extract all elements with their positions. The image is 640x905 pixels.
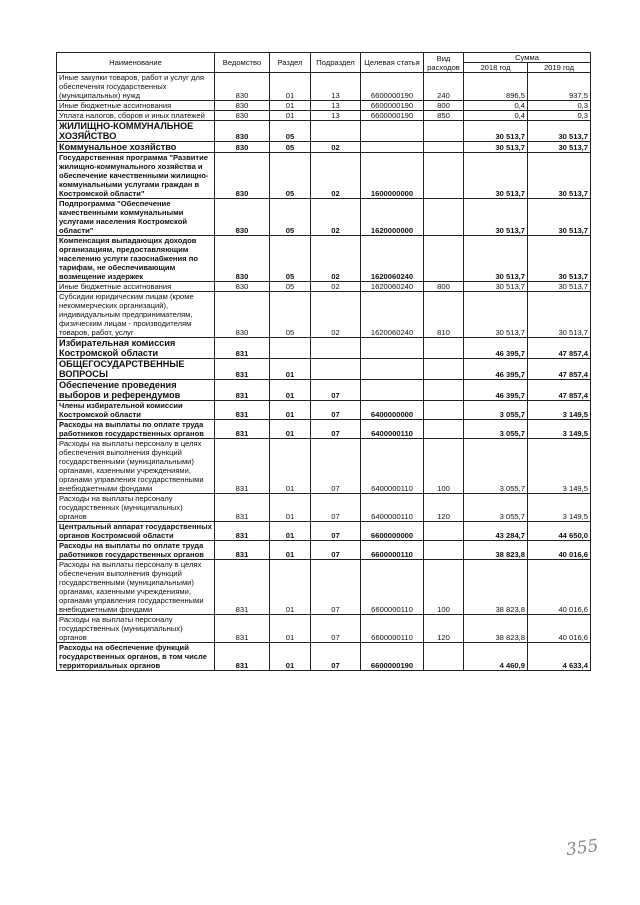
- table-row: [57, 282, 591, 292]
- budget-table: [56, 52, 591, 671]
- cell-y2019: 40 016,6: [528, 541, 591, 560]
- table-row: [57, 111, 591, 121]
- cell-section: 01: [270, 494, 311, 522]
- cell-target: [361, 142, 424, 153]
- cell-dept: 830: [215, 73, 270, 101]
- cell-y2018: 38 823,8: [464, 560, 528, 615]
- cell-y2019: 3 149,5: [528, 494, 591, 522]
- cell-section: 01: [270, 615, 311, 643]
- cell-y2019: 30 513,7: [528, 292, 591, 338]
- cell-subsection: 02: [311, 236, 361, 282]
- cell-subsection: 13: [311, 101, 361, 111]
- cell-y2018: 43 284,7: [464, 522, 528, 541]
- table-row: [57, 292, 591, 338]
- cell-subsection: 02: [311, 142, 361, 153]
- cell-target: 1620060240: [361, 236, 424, 282]
- cell-section: 05: [270, 121, 311, 142]
- cell-target: 6400000110: [361, 420, 424, 439]
- cell-name: ОБЩЕГОСУДАРСТВЕННЫЕ ВОПРОСЫ: [57, 359, 215, 380]
- cell-section: 05: [270, 236, 311, 282]
- cell-exptype: 120: [424, 494, 464, 522]
- cell-subsection: 07: [311, 615, 361, 643]
- cell-dept: 831: [215, 401, 270, 420]
- cell-name: Государственная программа "Развитие жилищно-коммунального хозяйства и обеспечение качественными жилищно-коммунальными услугами граждан в Костромской области": [57, 153, 215, 199]
- cell-y2018: 3 055,7: [464, 439, 528, 494]
- cell-target: 6600000190: [361, 111, 424, 121]
- cell-y2018: 0,4: [464, 111, 528, 121]
- header-exptype: Вид расходов: [424, 53, 464, 73]
- cell-y2018: 3 055,7: [464, 401, 528, 420]
- cell-y2019: 30 513,7: [528, 121, 591, 142]
- cell-y2019: 40 016,6: [528, 615, 591, 643]
- cell-subsection: 02: [311, 292, 361, 338]
- cell-name: Уплата налогов, сборов и иных платежей: [57, 111, 215, 121]
- cell-dept: 831: [215, 439, 270, 494]
- cell-section: 01: [270, 560, 311, 615]
- table-row: [57, 236, 591, 282]
- cell-y2018: 30 513,7: [464, 121, 528, 142]
- cell-name: ЖИЛИЩНО-КОММУНАЛЬНОЕ ХОЗЯЙСТВО: [57, 121, 215, 142]
- cell-section: 01: [270, 439, 311, 494]
- cell-subsection: [311, 359, 361, 380]
- cell-y2018: 30 513,7: [464, 199, 528, 236]
- cell-dept: 830: [215, 282, 270, 292]
- header-dept: Ведомство: [215, 53, 270, 73]
- cell-y2019: 3 149,5: [528, 420, 591, 439]
- cell-dept: 830: [215, 153, 270, 199]
- table-row: [57, 615, 591, 643]
- cell-target: 6600000110: [361, 560, 424, 615]
- cell-name: Расходы на выплаты персоналу государственных (муниципальных) органов: [57, 494, 215, 522]
- cell-subsection: 07: [311, 380, 361, 401]
- cell-subsection: 13: [311, 73, 361, 101]
- cell-subsection: 07: [311, 439, 361, 494]
- cell-dept: 830: [215, 142, 270, 153]
- cell-subsection: 07: [311, 522, 361, 541]
- cell-section: 01: [270, 541, 311, 560]
- cell-name: Расходы на выплаты персоналу в целях обеспечения выполнения функций государственными (муниципальными) органами, казенными учреждениями, органами управления государственными внебюджетными фондами: [57, 439, 215, 494]
- cell-y2019: 47 857,4: [528, 338, 591, 359]
- cell-section: 01: [270, 401, 311, 420]
- cell-exptype: [424, 121, 464, 142]
- header-year-2018: 2018 год: [464, 63, 528, 73]
- cell-y2019: 30 513,7: [528, 153, 591, 199]
- cell-section: [270, 338, 311, 359]
- cell-section: 01: [270, 359, 311, 380]
- cell-y2019: 0,3: [528, 101, 591, 111]
- cell-y2019: 3 149,5: [528, 401, 591, 420]
- cell-y2018: 30 513,7: [464, 236, 528, 282]
- cell-name: Члены избирательной комиссии Костромской области: [57, 401, 215, 420]
- cell-y2018: 0,4: [464, 101, 528, 111]
- cell-name: Расходы на выплаты персоналу государственных (муниципальных) органов: [57, 615, 215, 643]
- cell-dept: 831: [215, 643, 270, 671]
- cell-exptype: 100: [424, 439, 464, 494]
- cell-exptype: 800: [424, 282, 464, 292]
- cell-y2018: 4 460,9: [464, 643, 528, 671]
- cell-exptype: [424, 153, 464, 199]
- cell-y2018: 38 823,8: [464, 615, 528, 643]
- cell-section: 05: [270, 292, 311, 338]
- cell-name: Избирательная комиссия Костромской области: [57, 338, 215, 359]
- header-section: Раздел: [270, 53, 311, 73]
- cell-exptype: 800: [424, 101, 464, 111]
- cell-exptype: [424, 643, 464, 671]
- table-row: [57, 380, 591, 401]
- cell-exptype: 100: [424, 560, 464, 615]
- cell-target: [361, 338, 424, 359]
- cell-section: 01: [270, 522, 311, 541]
- cell-target: 6600000190: [361, 101, 424, 111]
- cell-dept: 831: [215, 615, 270, 643]
- cell-dept: 830: [215, 101, 270, 111]
- cell-y2018: 896,5: [464, 73, 528, 101]
- cell-subsection: 02: [311, 199, 361, 236]
- cell-section: 05: [270, 282, 311, 292]
- cell-target: 1620060240: [361, 282, 424, 292]
- table-row: [57, 142, 591, 153]
- table-row: [57, 153, 591, 199]
- cell-subsection: 02: [311, 153, 361, 199]
- header-target: Целевая статья: [361, 53, 424, 73]
- table-row: [57, 522, 591, 541]
- cell-dept: 830: [215, 236, 270, 282]
- cell-y2018: 30 513,7: [464, 153, 528, 199]
- cell-exptype: [424, 199, 464, 236]
- cell-exptype: [424, 541, 464, 560]
- cell-y2018: 46 395,7: [464, 359, 528, 380]
- cell-subsection: 07: [311, 541, 361, 560]
- table-row: [57, 439, 591, 494]
- cell-exptype: [424, 338, 464, 359]
- cell-subsection: 07: [311, 494, 361, 522]
- cell-name: Расходы на выплаты по оплате труда работников государственных органов: [57, 420, 215, 439]
- cell-section: 05: [270, 142, 311, 153]
- table-row: [57, 401, 591, 420]
- cell-name: Обеспечение проведения выборов и референдумов: [57, 380, 215, 401]
- cell-y2018: 46 395,7: [464, 380, 528, 401]
- cell-name: Подпрограмма "Обеспечение качественными коммунальными услугами населения Костромской области": [57, 199, 215, 236]
- cell-name: Компенсация выпадающих доходов организациям, предоставляющим населению услуги газоснабжения по тарифам, не обеспечивающим возмещение издержек: [57, 236, 215, 282]
- cell-exptype: [424, 142, 464, 153]
- cell-y2019: 30 513,7: [528, 282, 591, 292]
- cell-y2018: 30 513,7: [464, 282, 528, 292]
- cell-subsection: 07: [311, 643, 361, 671]
- cell-name: Расходы на выплаты персоналу в целях обеспечения выполнения функций государственными (муниципальными) органами, казенными учреждениями, органами управления государственными внебюджетными фондами: [57, 560, 215, 615]
- cell-target: 6400000110: [361, 439, 424, 494]
- cell-y2019: 44 650,0: [528, 522, 591, 541]
- cell-section: 01: [270, 643, 311, 671]
- cell-y2019: 0,3: [528, 111, 591, 121]
- cell-section: 01: [270, 420, 311, 439]
- cell-dept: 831: [215, 522, 270, 541]
- table-row: [57, 121, 591, 142]
- table-row: [57, 101, 591, 111]
- cell-dept: 831: [215, 380, 270, 401]
- cell-target: 6600000110: [361, 541, 424, 560]
- cell-dept: 831: [215, 541, 270, 560]
- cell-name: Центральный аппарат государственных органов Костромской области: [57, 522, 215, 541]
- header-year-2019: 2019 год: [528, 63, 591, 73]
- table-row: [57, 560, 591, 615]
- cell-section: 01: [270, 101, 311, 111]
- cell-section: 05: [270, 199, 311, 236]
- cell-dept: 831: [215, 560, 270, 615]
- cell-y2018: 3 055,7: [464, 420, 528, 439]
- cell-dept: 830: [215, 292, 270, 338]
- cell-y2019: 4 633,4: [528, 643, 591, 671]
- cell-y2019: 30 513,7: [528, 199, 591, 236]
- cell-y2019: 47 857,4: [528, 359, 591, 380]
- cell-section: 05: [270, 153, 311, 199]
- cell-y2019: 3 149,5: [528, 439, 591, 494]
- cell-target: [361, 380, 424, 401]
- cell-y2019: 937,5: [528, 73, 591, 101]
- cell-exptype: [424, 522, 464, 541]
- cell-target: 6400000000: [361, 401, 424, 420]
- cell-name: Иные бюджетные ассигнования: [57, 282, 215, 292]
- cell-target: [361, 359, 424, 380]
- cell-subsection: 07: [311, 401, 361, 420]
- cell-subsection: 13: [311, 111, 361, 121]
- header-subsection: Подраздел: [311, 53, 361, 73]
- cell-name: Расходы на обеспечение функций государственных органов, в том числе территориальных органов: [57, 643, 215, 671]
- table-row: [57, 420, 591, 439]
- cell-dept: 831: [215, 494, 270, 522]
- cell-section: 01: [270, 380, 311, 401]
- cell-name: Субсидии юридическим лицам (кроме некоммерческих организаций), индивидуальным предпринимателям, физическим лицам - производителям товаров, работ, услуг: [57, 292, 215, 338]
- cell-name: Иные бюджетные ассигнования: [57, 101, 215, 111]
- cell-exptype: [424, 401, 464, 420]
- table-row: [57, 643, 591, 671]
- cell-dept: 831: [215, 420, 270, 439]
- header-sum: Сумма: [464, 53, 591, 63]
- cell-target: [361, 121, 424, 142]
- cell-dept: 830: [215, 199, 270, 236]
- cell-dept: 830: [215, 121, 270, 142]
- cell-y2018: 30 513,7: [464, 142, 528, 153]
- cell-y2018: 38 823,8: [464, 541, 528, 560]
- table-row: [57, 359, 591, 380]
- cell-dept: 830: [215, 111, 270, 121]
- table-row: [57, 199, 591, 236]
- cell-exptype: 850: [424, 111, 464, 121]
- cell-target: 1600000000: [361, 153, 424, 199]
- cell-name: Иные закупки товаров, работ и услуг для обеспечения государственных (муниципальных) нужд: [57, 73, 215, 101]
- cell-exptype: 120: [424, 615, 464, 643]
- cell-subsection: 02: [311, 282, 361, 292]
- table-body: [57, 73, 591, 671]
- cell-dept: 831: [215, 359, 270, 380]
- cell-exptype: [424, 236, 464, 282]
- cell-target: 1620060240: [361, 292, 424, 338]
- cell-subsection: 07: [311, 560, 361, 615]
- cell-target: 6400000110: [361, 494, 424, 522]
- table-row: [57, 338, 591, 359]
- cell-subsection: [311, 338, 361, 359]
- cell-subsection: [311, 121, 361, 142]
- cell-y2018: 30 513,7: [464, 292, 528, 338]
- table-row: [57, 494, 591, 522]
- cell-y2019: 30 513,7: [528, 142, 591, 153]
- cell-exptype: [424, 359, 464, 380]
- cell-name: Расходы на выплаты по оплате труда работников государственных органов: [57, 541, 215, 560]
- table-row: [57, 73, 591, 101]
- cell-exptype: 810: [424, 292, 464, 338]
- cell-y2019: 47 857,4: [528, 380, 591, 401]
- cell-subsection: 07: [311, 420, 361, 439]
- cell-exptype: [424, 380, 464, 401]
- cell-dept: 831: [215, 338, 270, 359]
- cell-target: 6600000190: [361, 73, 424, 101]
- cell-section: 01: [270, 111, 311, 121]
- table-row: [57, 541, 591, 560]
- header-name: Наименование: [57, 53, 215, 73]
- cell-target: 6600000110: [361, 615, 424, 643]
- cell-y2018: 3 055,7: [464, 494, 528, 522]
- cell-exptype: [424, 420, 464, 439]
- cell-name: Коммунальное хозяйство: [57, 142, 215, 153]
- cell-section: 01: [270, 73, 311, 101]
- cell-y2019: 30 513,7: [528, 236, 591, 282]
- cell-target: 1620000000: [361, 199, 424, 236]
- cell-exptype: 240: [424, 73, 464, 101]
- cell-y2019: 40 016,6: [528, 560, 591, 615]
- cell-target: 6600000000: [361, 522, 424, 541]
- cell-y2018: 46 395,7: [464, 338, 528, 359]
- page-number-signature: 355: [564, 835, 600, 861]
- cell-target: 6600000190: [361, 643, 424, 671]
